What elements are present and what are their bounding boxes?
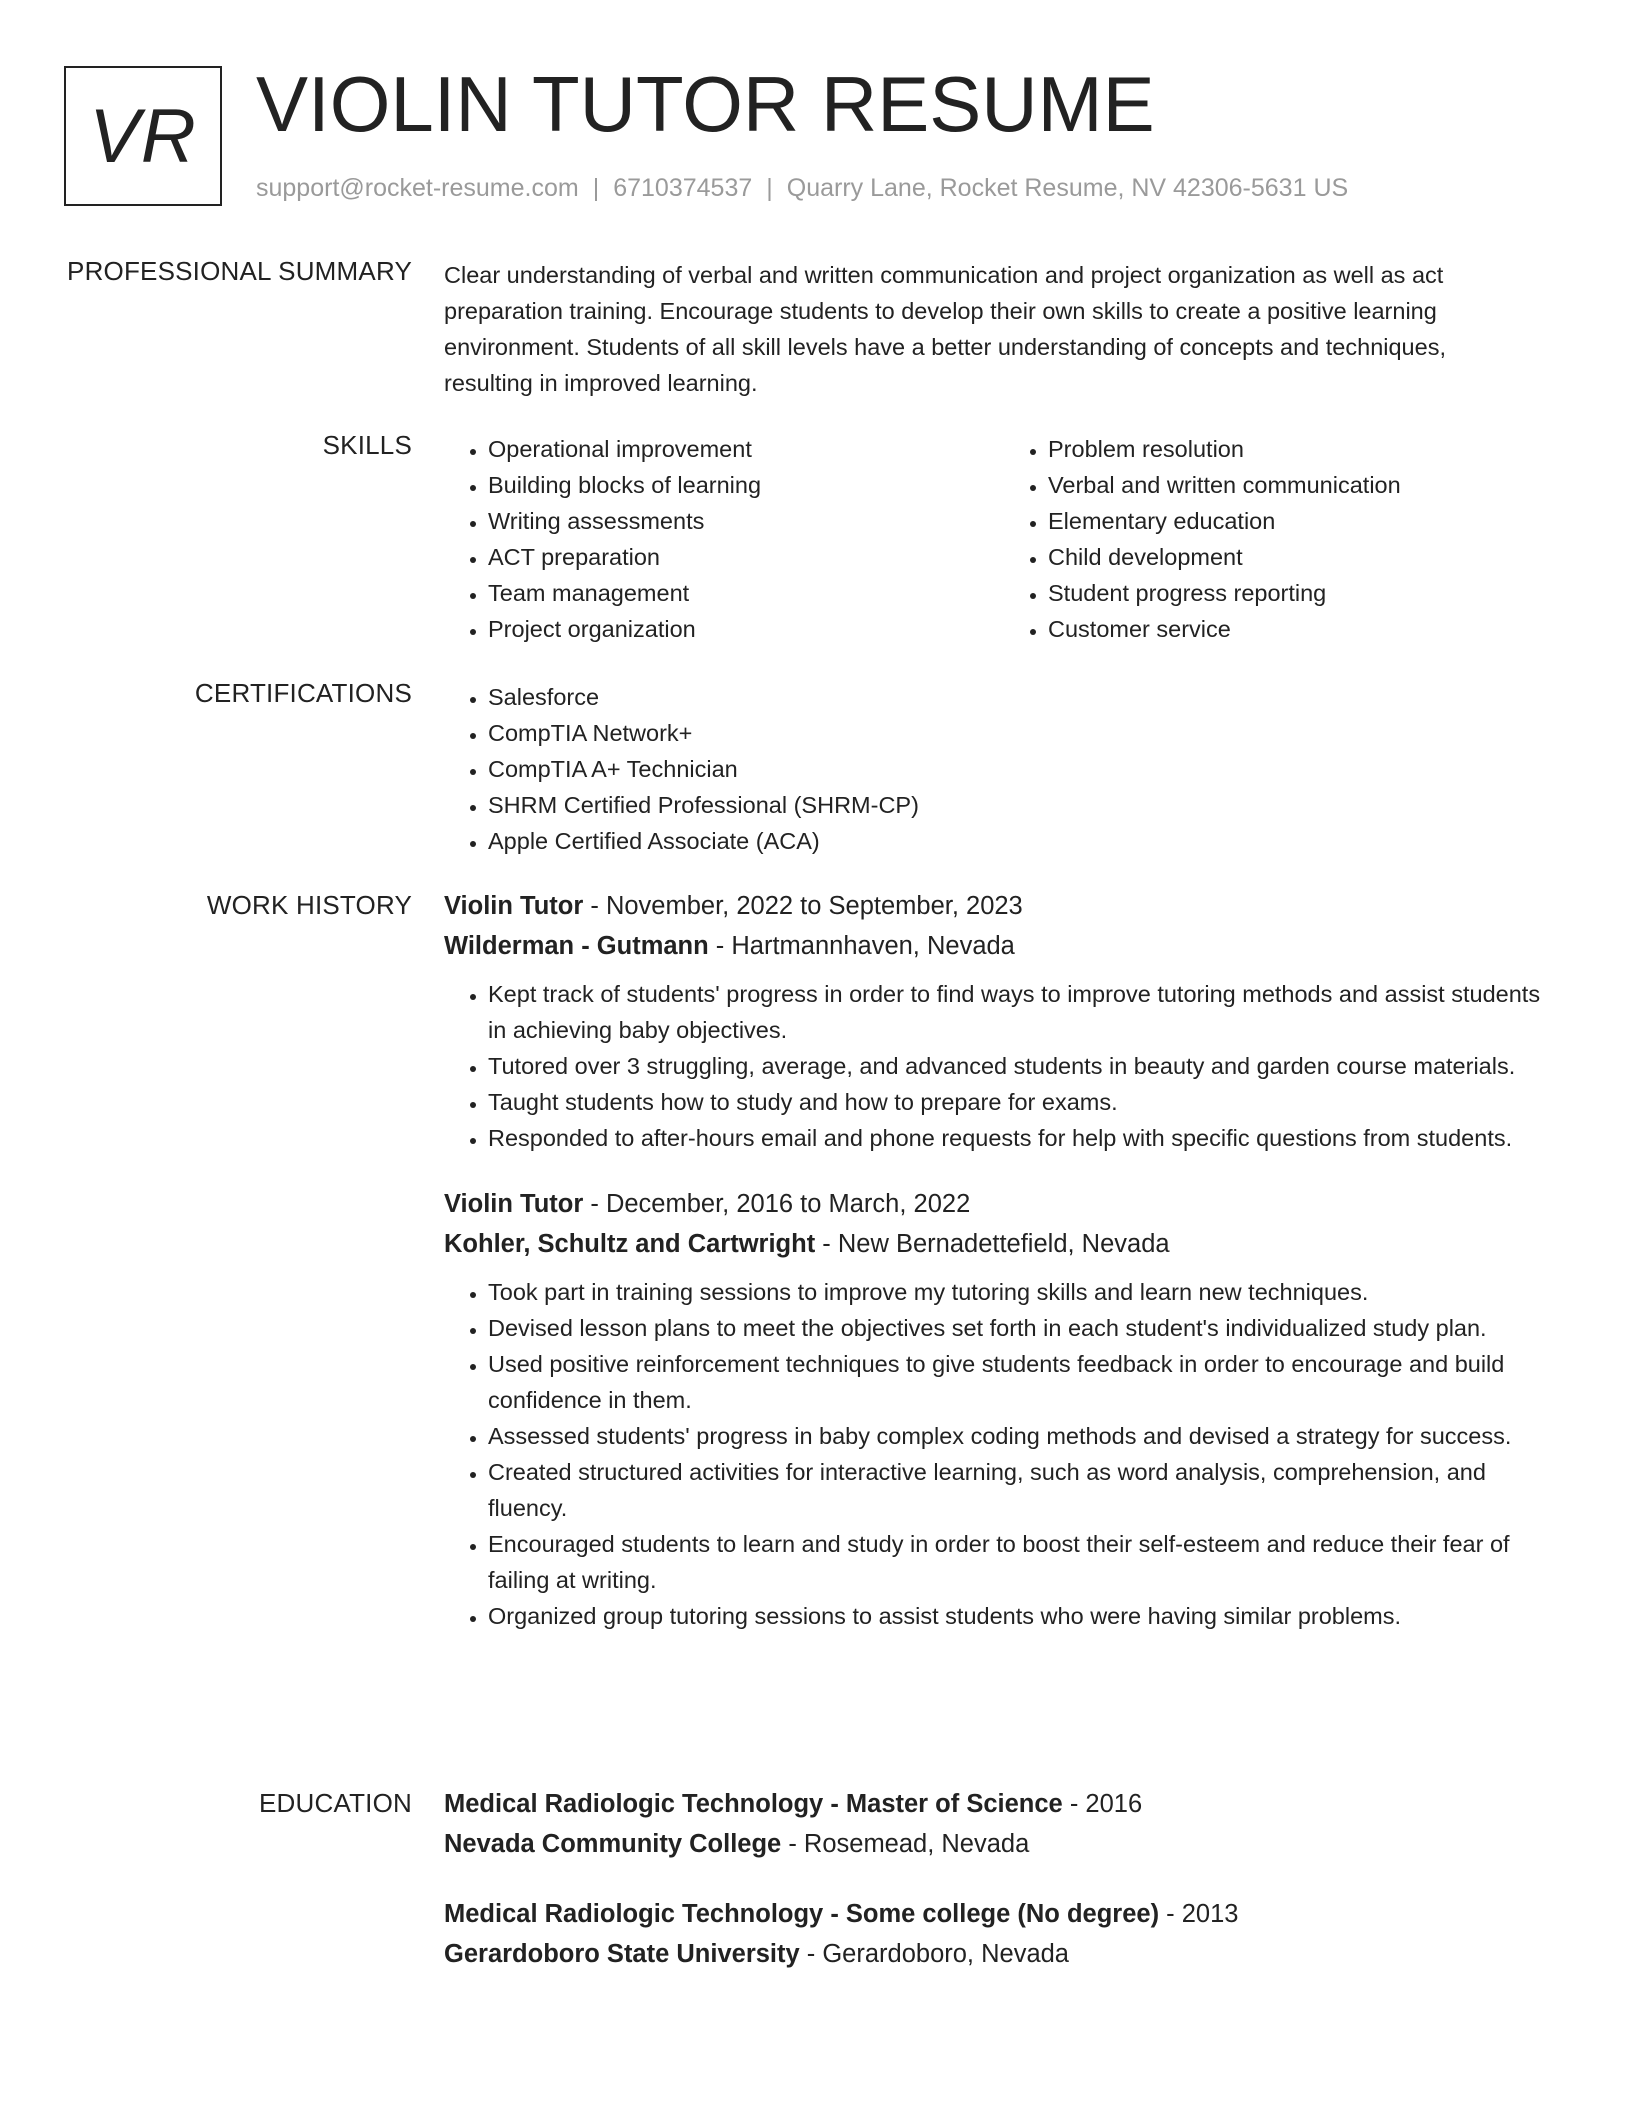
contact-separator: | (592, 174, 600, 202)
skill-item: • Writing assessments (488, 503, 1004, 539)
education-content (444, 1784, 1564, 1974)
certifications-list (444, 679, 1564, 859)
education-school-line (444, 1934, 1564, 1974)
section-label-education: EDUCATION (259, 1788, 412, 1818)
section-label-skills: SKILLS (322, 430, 412, 460)
certification-item: • CompTIA A+ Technician (488, 751, 1564, 787)
education-degree-line (444, 1784, 1564, 1824)
section-label-summary: PROFESSIONAL SUMMARY (67, 256, 412, 286)
skill-item: • Project organization (488, 611, 1004, 647)
job-bullets (444, 1274, 1564, 1634)
section-label-work: WORK HISTORY (206, 890, 412, 920)
summary-text: Clear understanding of verbal and written communication and project organization as well as act preparation training. Encourage students to develop their own skills to create a positive learning environment. Students of all skill levels have a better understanding of concepts and techniques, resulting in improved learning. (444, 262, 1446, 396)
certification-item: • Apple Certified Associate (ACA) (488, 823, 1564, 859)
skills-content (444, 431, 1564, 647)
job-company: Wilderman - Gutmann (444, 932, 709, 960)
job-bullet: • Created structured activities for interactive learning, such as word analysis, comprehension, and fluency. (488, 1454, 1564, 1526)
job-company-line (444, 926, 1564, 966)
job-bullet: • Devised lesson plans to meet the objectives set forth in each student's individualized study plan. (488, 1310, 1564, 1346)
job-title-line (444, 886, 1564, 926)
job-bullets (444, 976, 1564, 1156)
certifications-content (444, 679, 1564, 859)
education-location: - Gerardoboro, Nevada (799, 1940, 1069, 1968)
job-bullet: • Taught students how to study and how to prepare for exams. (488, 1084, 1564, 1120)
job-bullet: • Assessed students' progress in baby complex coding methods and devised a strategy for success. (488, 1418, 1564, 1454)
job-company: Kohler, Schultz and Cartwright (444, 1230, 816, 1258)
work-content (444, 886, 1564, 1634)
section-label-certifications: CERTIFICATIONS (194, 678, 412, 708)
education-school: Nevada Community College (444, 1830, 782, 1858)
education-location: - Rosemead, Nevada (781, 1830, 1030, 1858)
skill-item: • Elementary education (1048, 503, 1564, 539)
certification-item: • CompTIA Network+ (488, 715, 1564, 751)
job-company-line (444, 1224, 1564, 1264)
job-title: Violin Tutor (444, 892, 584, 920)
skills-list-left (444, 431, 1004, 647)
education-year: - 2016 (1062, 1790, 1143, 1818)
education-entry (444, 1784, 1564, 1864)
job-title: Violin Tutor (444, 1190, 584, 1218)
job-bullet: • Responded to after-hours email and phone requests for help with specific questions from students. (488, 1120, 1564, 1156)
certification-item: • Salesforce (488, 679, 1564, 715)
job-bullet: • Organized group tutoring sessions to assist students who were having similar problems. (488, 1598, 1564, 1634)
education-school-line (444, 1824, 1564, 1864)
monogram-logo: VR (64, 66, 222, 206)
education-degree: Medical Radiologic Technology - Some college (No degree) (444, 1900, 1160, 1928)
skill-item: • Operational improvement (488, 431, 1004, 467)
skill-item: • ACT preparation (488, 539, 1004, 575)
skill-item: • Problem resolution (1048, 431, 1564, 467)
skills-list-right (1004, 431, 1564, 647)
resume-title: VIOLIN TUTOR RESUME (256, 60, 1155, 148)
job-bullet: • Took part in training sessions to improve my tutoring skills and learn new techniques. (488, 1274, 1564, 1310)
job-title-line (444, 1184, 1564, 1224)
education-school: Gerardoboro State University (444, 1940, 800, 1968)
job-bullet: • Encouraged students to learn and study in order to boost their self-esteem and reduce their fear of failing at writing. (488, 1526, 1564, 1598)
job-dates: - December, 2016 to March, 2022 (583, 1190, 971, 1218)
contact-email: support@rocket-resume.com (256, 174, 579, 202)
job-location: - New Bernadettefield, Nevada (815, 1230, 1170, 1258)
job-dates: - November, 2022 to September, 2023 (583, 892, 1023, 920)
certification-item: • SHRM Certified Professional (SHRM-CP) (488, 787, 1564, 823)
skill-item: • Student progress reporting (1048, 575, 1564, 611)
contact-line (256, 174, 1348, 203)
job-bullet: • Tutored over 3 struggling, average, and advanced students in beauty and garden course materials. (488, 1048, 1564, 1084)
education-year: - 2013 (1159, 1900, 1239, 1928)
job-location: - Hartmannhaven, Nevada (708, 932, 1015, 960)
skill-item: • Child development (1048, 539, 1564, 575)
education-entry (444, 1894, 1564, 1974)
job-bullet: • Used positive reinforcement techniques to give students feedback in order to encourage and build confidence in them. (488, 1346, 1564, 1418)
education-degree: Medical Radiologic Technology - Master of Science (444, 1790, 1063, 1818)
contact-address: Quarry Lane, Rocket Resume, NV 42306-5631 US (786, 174, 1349, 202)
contact-phone: 6710374537 (613, 174, 753, 202)
contact-separator: | (766, 174, 773, 202)
skill-item: • Team management (488, 575, 1004, 611)
job-bullet: • Kept track of students' progress in order to find ways to improve tutoring methods and assist students in achieving baby objectives. (488, 976, 1564, 1048)
skill-item: • Verbal and written communication (1048, 467, 1564, 503)
job-entry (444, 886, 1564, 1156)
skill-item: • Customer service (1048, 611, 1564, 647)
education-degree-line (444, 1894, 1564, 1934)
skill-item: • Building blocks of learning (488, 467, 1004, 503)
job-entry (444, 1184, 1564, 1634)
